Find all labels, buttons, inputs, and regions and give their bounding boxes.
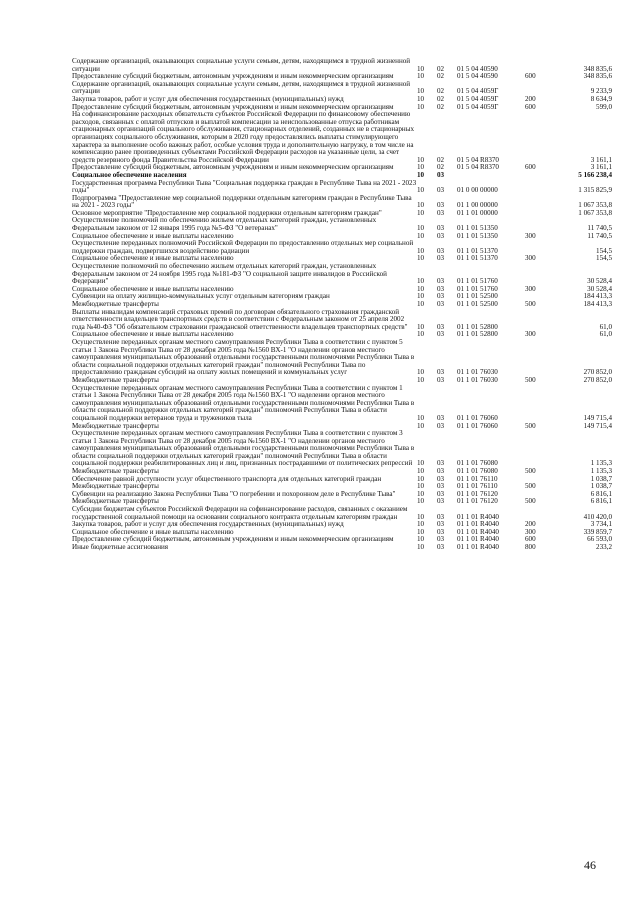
row-subsection-code: 03 bbox=[437, 300, 445, 308]
row-target-code: 01 1 01 76060 bbox=[457, 413, 498, 422]
row-amount: 1 135,3 bbox=[590, 467, 612, 476]
row-name: Закупка товаров, работ и услуг для обеспечения государственных (муниципальных) нужд bbox=[72, 520, 344, 529]
row-subsection-code: 02 bbox=[437, 87, 445, 96]
row-subsection-code: 03 bbox=[437, 254, 445, 263]
row-subsection-code: 03 bbox=[437, 208, 445, 217]
row-subsection-code: 03 bbox=[437, 474, 445, 483]
row-target-code: 01 0 00 00000 bbox=[457, 186, 498, 195]
table-row bbox=[72, 217, 612, 232]
table-row bbox=[72, 111, 612, 164]
row-target-code bbox=[457, 172, 525, 180]
row-name: На софинансирование расходных обязательств субъектов Российской Федерации по финансовому обеспечению расходов, связанных с оплатой отпусков и выплатой компенсации за неиспользованные отпуска работникам стационарных организаций социального обслуживания, стационарных отделений, созданных не в стационарных организациях социального обслуживания, которым в 2020 году предоставлялись выплаты стимулирующего характера за выполнение особо важных работ, особые условия труда и дополнительную нагрузку, в том числе на компенсацию ранее произведенных субъектами Российской Федерации расходов на указанные цели, за счет средств резервного фонда Правительства Российской Федерации bbox=[72, 110, 415, 164]
row-name: Выплаты инвалидам компенсаций страховых премий по договорам обязательного страхования гражданской ответственности владельцев транспортных средств в соответствии с Федеральным законом от 25 апреля 2002 года №40-ФЗ "Об обязательном страховании гражданской ответственности владельцев транспортных средств" bbox=[72, 307, 408, 331]
row-name: Предоставление субсидий бюджетным, автономным учреждениям и иным некоммерческим организациям bbox=[72, 72, 394, 81]
row-subsection-code: 02 bbox=[437, 102, 445, 111]
row-target-code: 01 1 01 51760 bbox=[457, 284, 498, 293]
table-row bbox=[72, 506, 612, 521]
row-section-code: 10 bbox=[417, 208, 425, 217]
row-expense-type-code: 500 bbox=[525, 300, 536, 308]
table-row bbox=[72, 309, 612, 332]
row-expense-type-code bbox=[525, 263, 557, 286]
row-section-code: 10 bbox=[417, 186, 425, 195]
row-target-code: 01 1 01 51370 bbox=[457, 254, 498, 263]
row-subsection-code: 03 bbox=[437, 467, 445, 476]
row-target-code: 01 1 01 00000 bbox=[457, 208, 498, 217]
row-amount: 11 740,5 bbox=[587, 224, 612, 233]
row-name: Социальное обеспечение населения bbox=[72, 170, 187, 179]
row-name: Обеспечение равной доступности услуг общественного транспорта для отдельных категорий граждан bbox=[72, 474, 382, 483]
row-expense-type-code: 600 bbox=[525, 535, 536, 544]
row-name: Социальное обеспечение и иные выплаты населению bbox=[72, 527, 234, 536]
row-name: Межбюджетные трансферты bbox=[72, 497, 159, 506]
row-name: Иные бюджетные ассигнования bbox=[72, 543, 169, 551]
row-section-code: 10 bbox=[417, 246, 425, 255]
row-amount: 61,0 bbox=[599, 322, 612, 331]
row-amount: 154,5 bbox=[596, 246, 612, 255]
row-target-code: 01 5 04 R8370 bbox=[457, 163, 499, 172]
row-section-code: 10 bbox=[417, 527, 425, 536]
row-target-code: 01 1 01 R4040 bbox=[457, 512, 499, 521]
row-target-code: 01 1 01 76110 bbox=[457, 474, 498, 483]
row-section-code: 10 bbox=[417, 224, 425, 233]
row-section-code: 10 bbox=[417, 482, 425, 491]
row-target-code: 01 1 01 76120 bbox=[457, 497, 498, 506]
row-target-code: 01 5 04 4059Г bbox=[457, 102, 499, 111]
row-target-code: 01 1 01 76030 bbox=[457, 375, 498, 384]
row-subsection-code: 03 bbox=[437, 520, 445, 529]
row-amount: 3 161,1 bbox=[590, 155, 612, 164]
row-section-code: 10 bbox=[417, 292, 425, 301]
row-amount: 30 528,4 bbox=[587, 284, 612, 293]
table-row bbox=[72, 180, 612, 195]
table-row bbox=[72, 430, 612, 468]
row-subsection-code: 03 bbox=[437, 277, 445, 286]
row-section-code: 10 bbox=[417, 497, 425, 506]
row-name: Осуществление полномочий по обеспечению жильем отдельных категорий граждан, установленных Федеральным законом от 24 ноября 1995 года №181-ФЗ "О социальной защите инвалидов в Российской Федерации" bbox=[72, 262, 387, 286]
row-name: Межбюджетные трансферты bbox=[72, 300, 159, 308]
row-target-code: 01 1 01 R4040 bbox=[457, 535, 499, 544]
row-subsection-code: 03 bbox=[437, 284, 445, 293]
row-target-code: 01 5 04 40590 bbox=[457, 64, 498, 73]
row-target-code: 01 1 01 76080 bbox=[457, 467, 498, 476]
row-expense-type-code bbox=[525, 506, 557, 521]
row-section-code: 10 bbox=[417, 322, 425, 331]
row-subsection-code: 03 bbox=[437, 375, 445, 384]
row-name: Предоставление субсидий бюджетным, автономным учреждениям и иным некоммерческим организациям bbox=[72, 163, 394, 172]
row-target-code: 01 1 01 R4040 bbox=[457, 527, 499, 536]
row-name: Осуществление переданных органам местного самоуправления Республики Тыва в соответствии с пунктом 3 статьи 1 Закона Республики Тыва от 28 декабря 2005 года №1560 ВХ-1 "О наделении органов местного самоуправления муниципальных образований отдельными государственными полномочиями Республики Тыва в области социальной поддержки отдельных категорий граждан" полномочий Республики Тыва в области социальной поддержки реабилитированных лиц и лиц, признанных пострадавшими от политических репрессий bbox=[72, 429, 415, 468]
row-name: Осуществление переданных органам местного самоуправления Республики Тыва в соответствии с пунктом 5 статьи 1 Закона Республики Тыва от 28 декабря 2005 года №1560 ВХ-1 "О наделении органов местного самоуправления муниципальных образований отдельными государственными полномочиями Республики Тыва в области социальной поддержки отдельных категорий граждан" полномочий Республики Тыва по предоставлению гражданам субсидий на оплату жилых помещений и коммунальных услуг bbox=[72, 337, 415, 377]
row-amount: 1 038,7 bbox=[590, 482, 612, 491]
row-subsection-code: 03 bbox=[437, 292, 445, 301]
row-expense-type-code: 500 bbox=[525, 375, 536, 384]
row-section-code: 10 bbox=[417, 512, 425, 521]
row-section-code: 10 bbox=[417, 201, 425, 210]
row-section-code: 10 bbox=[417, 489, 425, 498]
table-row bbox=[72, 544, 612, 552]
row-subsection-code: 03 bbox=[437, 512, 445, 521]
table-row bbox=[72, 339, 612, 377]
row-name: Осуществление переданных органам местного самоуправления Республики Тыва в соответствии с пунктом 1 статьи 1 Закона Республики Тыва от 28 декабря 2005 года №1560 ВХ-1 "О наделении органов местного самоуправления муниципальных образований отдельными государственными полномочиями Республики Тыва в области социальной поддержки отдельных категорий граждан" полномочий Республики Тыва в области социальной поддержки ветеранов труда и тружеников тыла bbox=[72, 383, 415, 422]
row-section-code: 10 bbox=[417, 300, 425, 308]
row-name: Подпрограмма "Предоставление мер социальной поддержки отдельным категориям граждан в Республике Тыва на 2021 - 2023 годы" bbox=[72, 193, 412, 210]
row-target-code: 01 1 01 51760 bbox=[457, 277, 498, 286]
row-amount: 3 161,1 bbox=[590, 163, 612, 172]
row-amount: 1 315 825,9 bbox=[578, 186, 612, 195]
row-section-code: 10 bbox=[417, 535, 425, 544]
row-section-code: 10 bbox=[417, 254, 425, 263]
row-target-code: 01 1 01 76110 bbox=[457, 482, 498, 491]
row-expense-type-code bbox=[525, 195, 557, 210]
row-target-code: 01 1 01 52500 bbox=[457, 292, 498, 301]
row-expense-type-code bbox=[525, 240, 557, 255]
row-expense-type-code: 300 bbox=[525, 254, 536, 263]
row-section-code: 10 bbox=[417, 543, 425, 551]
row-amount: 348 835,6 bbox=[583, 72, 612, 81]
row-amount: 3 734,1 bbox=[590, 520, 612, 529]
row-section-code: 10 bbox=[417, 170, 425, 179]
row-section-code: 10 bbox=[417, 163, 425, 172]
row-subsection-code: 03 bbox=[437, 413, 445, 422]
row-section-code: 10 bbox=[417, 64, 425, 73]
row-amount: 599,0 bbox=[596, 102, 612, 111]
row-amount: 11 740,5 bbox=[587, 231, 612, 240]
row-target-code: 01 1 01 52500 bbox=[457, 300, 498, 308]
row-name: Осуществление полномочий по обеспечению жильем отдельных категорий граждан, установленных Федеральным законом от 12 января 1995 года №5-ФЗ "О ветеранах" bbox=[72, 216, 377, 233]
row-subsection-code: 03 bbox=[437, 186, 445, 195]
row-subsection-code: 02 bbox=[437, 72, 445, 81]
row-name: Межбюджетные трансферты bbox=[72, 375, 159, 384]
row-expense-type-code: 300 bbox=[525, 330, 536, 339]
row-expense-type-code: 600 bbox=[525, 72, 536, 81]
row-section-code: 10 bbox=[417, 368, 425, 377]
page-number: 46 bbox=[584, 858, 596, 872]
row-name: Межбюджетные трансферты bbox=[72, 482, 159, 491]
row-expense-type-code: 800 bbox=[525, 543, 536, 551]
row-expense-type-code bbox=[525, 172, 557, 180]
row-section-code: 10 bbox=[417, 459, 425, 468]
row-target-code: 01 1 01 R4040 bbox=[457, 543, 499, 551]
row-expense-type-code bbox=[525, 430, 557, 468]
row-subsection-code: 02 bbox=[437, 163, 445, 172]
row-expense-type-code: 200 bbox=[525, 520, 536, 529]
table-row bbox=[72, 385, 612, 423]
row-expense-type-code: 300 bbox=[525, 284, 536, 293]
row-target-code: 01 1 01 76120 bbox=[457, 489, 498, 498]
row-amount: 5 166 238,4 bbox=[578, 170, 612, 179]
row-section-code: 10 bbox=[417, 421, 425, 430]
row-name: Субвенции на оплату жилищно-коммунальных услуг отдельным категориям граждан bbox=[72, 292, 330, 301]
row-target-code: 01 1 01 76030 bbox=[457, 368, 498, 377]
row-subsection-code: 03 bbox=[437, 489, 445, 498]
row-subsection-code: 03 bbox=[437, 231, 445, 240]
row-section-code: 10 bbox=[417, 467, 425, 476]
row-amount: 348 835,6 bbox=[583, 64, 612, 73]
row-target-code: 01 5 04 4059Г bbox=[457, 94, 499, 103]
row-target-code: 01 5 04 R8370 bbox=[457, 155, 499, 164]
row-subsection-code: 03 bbox=[437, 170, 445, 179]
row-amount: 233,2 bbox=[596, 543, 612, 551]
table-row bbox=[72, 263, 612, 286]
row-section-code: 10 bbox=[417, 94, 425, 103]
row-expense-type-code bbox=[525, 81, 557, 96]
table-row bbox=[72, 240, 612, 255]
row-expense-type-code bbox=[525, 210, 557, 218]
row-amount: 154,5 bbox=[596, 254, 612, 263]
row-expense-type-code bbox=[525, 58, 557, 73]
row-amount: 9 233,9 bbox=[590, 87, 612, 96]
row-subsection-code: 03 bbox=[437, 330, 445, 339]
row-expense-type-code: 300 bbox=[525, 231, 536, 240]
row-amount: 1 067 353,8 bbox=[578, 208, 612, 217]
row-name: Содержание организаций, оказывающих социальные услуги семьям, детям, находящимся в трудной жизненной ситуации bbox=[72, 57, 411, 73]
row-name: Социальное обеспечение и иные выплаты населению bbox=[72, 254, 234, 263]
row-amount: 410 420,0 bbox=[583, 512, 612, 521]
row-expense-type-code: 200 bbox=[525, 94, 536, 103]
row-subsection-code: 03 bbox=[437, 543, 445, 551]
row-section-code: 10 bbox=[417, 330, 425, 339]
row-expense-type-code bbox=[525, 111, 557, 164]
row-amount: 184 413,3 bbox=[583, 300, 612, 308]
row-amount: 30 528,4 bbox=[587, 277, 612, 286]
row-amount: 1 067 353,8 bbox=[578, 201, 612, 210]
row-expense-type-code: 500 bbox=[525, 497, 536, 506]
row-amount: 6 816,1 bbox=[590, 489, 612, 498]
row-section-code: 10 bbox=[417, 413, 425, 422]
row-name: Закупка товаров, работ и услуг для обеспечения государственных (муниципальных) нужд bbox=[72, 94, 344, 103]
budget-table-body bbox=[72, 58, 612, 552]
row-target-code: 01 1 00 00000 bbox=[457, 201, 498, 210]
row-expense-type-code bbox=[525, 309, 557, 332]
row-expense-type-code bbox=[525, 180, 557, 195]
row-section-code: 10 bbox=[417, 520, 425, 529]
row-name: Государственная программа Республики Тыва "Социальная поддержка граждан в Республике Тыва на 2021 - 2023 годы" bbox=[72, 178, 417, 195]
row-amount: 66 593,0 bbox=[587, 535, 612, 544]
row-name: Социальное обеспечение и иные выплаты населению bbox=[72, 231, 234, 240]
row-subsection-code: 03 bbox=[437, 322, 445, 331]
row-name: Субвенции на реализацию Закона Республики Тыва "О погребении и похоронном деле в Республике Тыва" bbox=[72, 489, 396, 498]
row-target-code: 01 1 01 76060 bbox=[457, 421, 498, 430]
row-section-code: 10 bbox=[417, 72, 425, 81]
row-name: Осуществление переданных полномочий Российской Федерации по предоставлению отдельных мер социальной поддержки граждан, подвергшихся воздействию радиации bbox=[72, 239, 414, 255]
row-target-code: 01 1 01 R4040 bbox=[457, 520, 499, 529]
row-amount: 339 859,7 bbox=[583, 527, 612, 536]
row-target-code: 01 1 01 52800 bbox=[457, 322, 498, 331]
row-subsection-code: 02 bbox=[437, 94, 445, 103]
row-target-code: 01 1 01 51370 bbox=[457, 246, 498, 255]
row-section-code: 10 bbox=[417, 277, 425, 286]
row-subsection-code: 03 bbox=[437, 527, 445, 536]
row-amount: 1 135,3 bbox=[590, 459, 612, 468]
row-name: Основное мероприятие "Предоставление мер социальной поддержки отдельным категориям граждан" bbox=[72, 208, 382, 217]
row-section-code: 10 bbox=[417, 375, 425, 384]
row-target-code: 01 1 01 51350 bbox=[457, 224, 498, 233]
row-amount: 1 038,7 bbox=[590, 474, 612, 483]
row-subsection-code: 02 bbox=[437, 155, 445, 164]
row-amount: 6 816,1 bbox=[590, 497, 612, 506]
table-row bbox=[72, 81, 612, 96]
row-expense-type-code: 500 bbox=[525, 482, 536, 491]
row-amount: 149 715,4 bbox=[583, 421, 612, 430]
row-expense-type-code bbox=[525, 339, 557, 377]
row-subsection-code: 03 bbox=[437, 535, 445, 544]
row-subsection-code: 03 bbox=[437, 368, 445, 377]
row-section-code: 10 bbox=[417, 102, 425, 111]
row-subsection-code: 03 bbox=[437, 421, 445, 430]
row-amount: 149 715,4 bbox=[583, 413, 612, 422]
row-expense-type-code bbox=[525, 385, 557, 423]
row-subsection-code: 02 bbox=[437, 64, 445, 73]
budget-table bbox=[72, 58, 612, 552]
row-target-code: 01 1 01 76080 bbox=[457, 459, 498, 468]
row-subsection-code: 03 bbox=[437, 459, 445, 468]
row-name: Социальное обеспечение и иные выплаты населению bbox=[72, 330, 234, 339]
row-subsection-code: 03 bbox=[437, 201, 445, 210]
row-subsection-code: 03 bbox=[437, 482, 445, 491]
row-section-code: 10 bbox=[417, 231, 425, 240]
table-row bbox=[72, 195, 612, 210]
row-expense-type-code: 500 bbox=[525, 421, 536, 430]
row-amount: 270 852,0 bbox=[583, 368, 612, 377]
row-section-code: 10 bbox=[417, 87, 425, 96]
row-target-code: 01 1 01 52800 bbox=[457, 330, 498, 339]
row-section-code: 10 bbox=[417, 155, 425, 164]
row-subsection-code: 03 bbox=[437, 246, 445, 255]
row-target-code: 01 5 04 4059Г bbox=[457, 87, 499, 96]
row-amount: 61,0 bbox=[599, 330, 612, 339]
row-amount: 184 413,3 bbox=[583, 292, 612, 301]
row-section-code: 10 bbox=[417, 284, 425, 293]
row-expense-type-code: 300 bbox=[525, 527, 536, 536]
row-expense-type-code: 600 bbox=[525, 102, 536, 111]
row-amount: 8 634,9 bbox=[590, 94, 612, 103]
row-target-code: 01 5 04 40590 bbox=[457, 72, 498, 81]
row-name: Межбюджетные трансферты bbox=[72, 421, 159, 430]
row-amount: 270 852,0 bbox=[583, 375, 612, 384]
row-name: Предоставление субсидий бюджетным, автономным учреждениям и иным некоммерческим организациям bbox=[72, 102, 394, 111]
row-expense-type-code: 500 bbox=[525, 467, 536, 476]
row-name: Содержание организаций, оказывающих социальные услуги семьям, детям, находящимся в трудной жизненной ситуации bbox=[72, 79, 411, 96]
row-section-code: 10 bbox=[417, 474, 425, 483]
row-expense-type-code: 600 bbox=[525, 163, 536, 172]
row-name: Предоставление субсидий бюджетным, автономным учреждениям и иным некоммерческим организациям bbox=[72, 535, 394, 544]
row-subsection-code: 03 bbox=[437, 224, 445, 233]
row-subsection-code: 03 bbox=[437, 497, 445, 506]
row-name: Межбюджетные трансферты bbox=[72, 467, 159, 476]
row-name: Социальное обеспечение и иные выплаты населению bbox=[72, 284, 234, 293]
row-target-code: 01 1 01 51350 bbox=[457, 231, 498, 240]
row-expense-type-code bbox=[525, 217, 557, 232]
table-row bbox=[72, 58, 612, 73]
row-name: Субсидии бюджетам субъектов Российской Федерации на софинансирование расходов, связанных с оказанием государственной социальной помощи на основании социального контракта отдельным категориям граждан bbox=[72, 505, 408, 521]
